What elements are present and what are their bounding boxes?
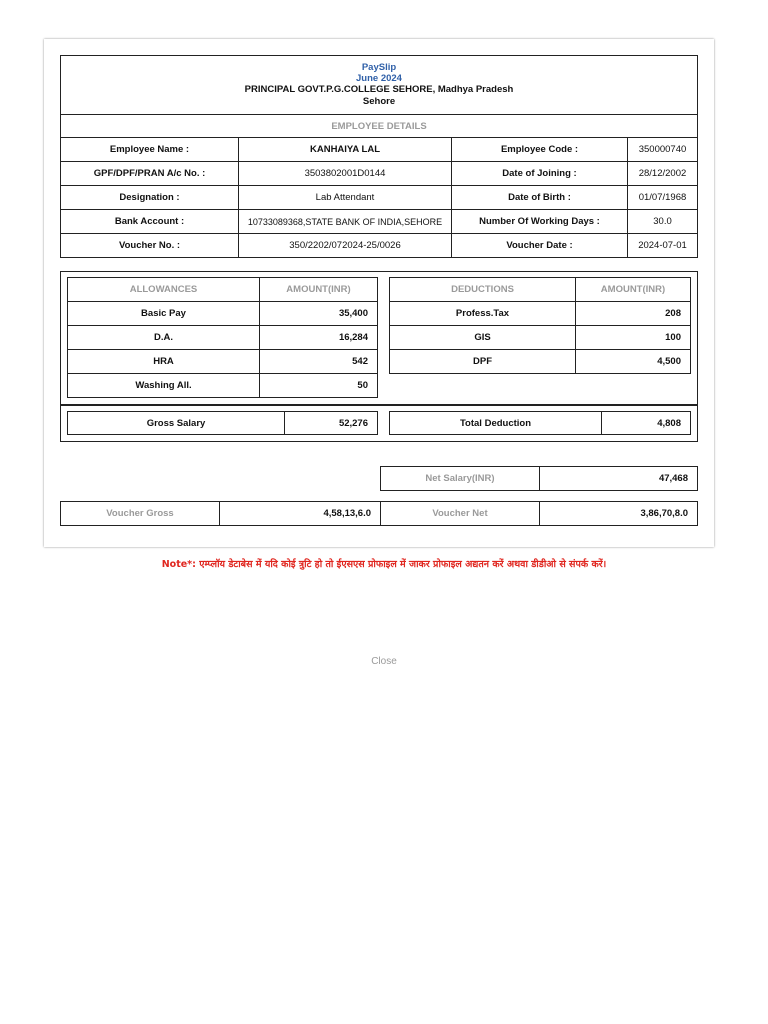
- payslip-header: [60, 55, 698, 115]
- joining-date-label: Date of Joining :: [451, 161, 628, 186]
- deductions-amount-header: AMOUNT(INR): [575, 277, 691, 302]
- organization-name: PRINCIPAL GOVT.P.G.COLLEGE SEHORE, Madhya Pradesh: [244, 84, 514, 95]
- total-deduction-label: Total Deduction: [389, 411, 602, 435]
- voucher-date-value: 2024-07-01: [627, 233, 698, 258]
- voucher-net-label: Voucher Net: [380, 501, 540, 526]
- deduction-amount: 100: [575, 325, 691, 350]
- gpf-label: GPF/DPF/PRAN A/c No. :: [60, 161, 239, 186]
- net-salary-value: 47,468: [539, 466, 698, 491]
- allowance-name: Washing All.: [67, 373, 260, 398]
- pay-period: June 2024: [356, 73, 402, 84]
- bank-account-value: 10733089368,STATE BANK OF INDIA,SEHORE: [238, 209, 452, 234]
- allowances-amount-header: AMOUNT(INR): [259, 277, 378, 302]
- allowances-header: ALLOWANCES: [67, 277, 260, 302]
- dob-value: 01/07/1968: [627, 185, 698, 210]
- allowance-amount: 16,284: [259, 325, 378, 350]
- employee-name-value: KANHAIYA LAL: [238, 137, 452, 162]
- allowance-amount: 542: [259, 349, 378, 374]
- employee-code-value: 350000740: [627, 137, 698, 162]
- voucher-no-label: Voucher No. :: [60, 233, 239, 258]
- allowance-amount: 50: [259, 373, 378, 398]
- designation-value: Lab Attendant: [238, 185, 452, 210]
- designation-label: Designation :: [60, 185, 239, 210]
- working-days-value: 30.0: [627, 209, 698, 234]
- payslip-panel: [44, 39, 714, 547]
- voucher-gross-value: 4,58,13,6.0: [219, 501, 381, 526]
- organization-city: Sehore: [362, 96, 396, 107]
- deductions-header: DEDUCTIONS: [389, 277, 576, 302]
- gross-salary-label: Gross Salary: [67, 411, 285, 435]
- deduction-amount: 208: [575, 301, 691, 326]
- deduction-amount: 4,500: [575, 349, 691, 374]
- gross-salary-value: 52,276: [284, 411, 378, 435]
- gpf-value: 3503802001D0144: [238, 161, 452, 186]
- deduction-name: Profess.Tax: [389, 301, 576, 326]
- employee-details-heading: EMPLOYEE DETAILS: [60, 114, 698, 138]
- allowance-amount: 35,400: [259, 301, 378, 326]
- deduction-name: DPF: [389, 349, 576, 374]
- net-salary-label: Net Salary(INR): [380, 466, 540, 491]
- employee-code-label: Employee Code :: [451, 137, 628, 162]
- dob-label: Date of Birth :: [451, 185, 628, 210]
- working-days-label: Number Of Working Days :: [451, 209, 628, 234]
- allowance-name: D.A.: [67, 325, 260, 350]
- deduction-name: GIS: [389, 325, 576, 350]
- voucher-no-value: 350/2202/072024-25/0026: [238, 233, 452, 258]
- joining-date-value: 28/12/2002: [627, 161, 698, 186]
- close-button[interactable]: Close: [371, 655, 397, 667]
- profile-update-note: Note*: एम्प्लॉय डेटाबेस में यदि कोई त्रुटि हो तो ईएसएस प्रोफाइल में जाकर प्रोफाइल अद्यतन करें अथवा डीडीओ से संपर्क करें।: [161, 559, 607, 570]
- payslip-title: PaySlip: [361, 62, 397, 73]
- allowance-name: Basic Pay: [67, 301, 260, 326]
- allowance-name: HRA: [67, 349, 260, 374]
- voucher-date-label: Voucher Date :: [451, 233, 628, 258]
- voucher-net-value: 3,86,70,8.0: [539, 501, 698, 526]
- total-deduction-value: 4,808: [601, 411, 691, 435]
- employee-name-label: Employee Name :: [60, 137, 239, 162]
- voucher-gross-label: Voucher Gross: [60, 501, 220, 526]
- bank-account-label: Bank Account :: [60, 209, 239, 234]
